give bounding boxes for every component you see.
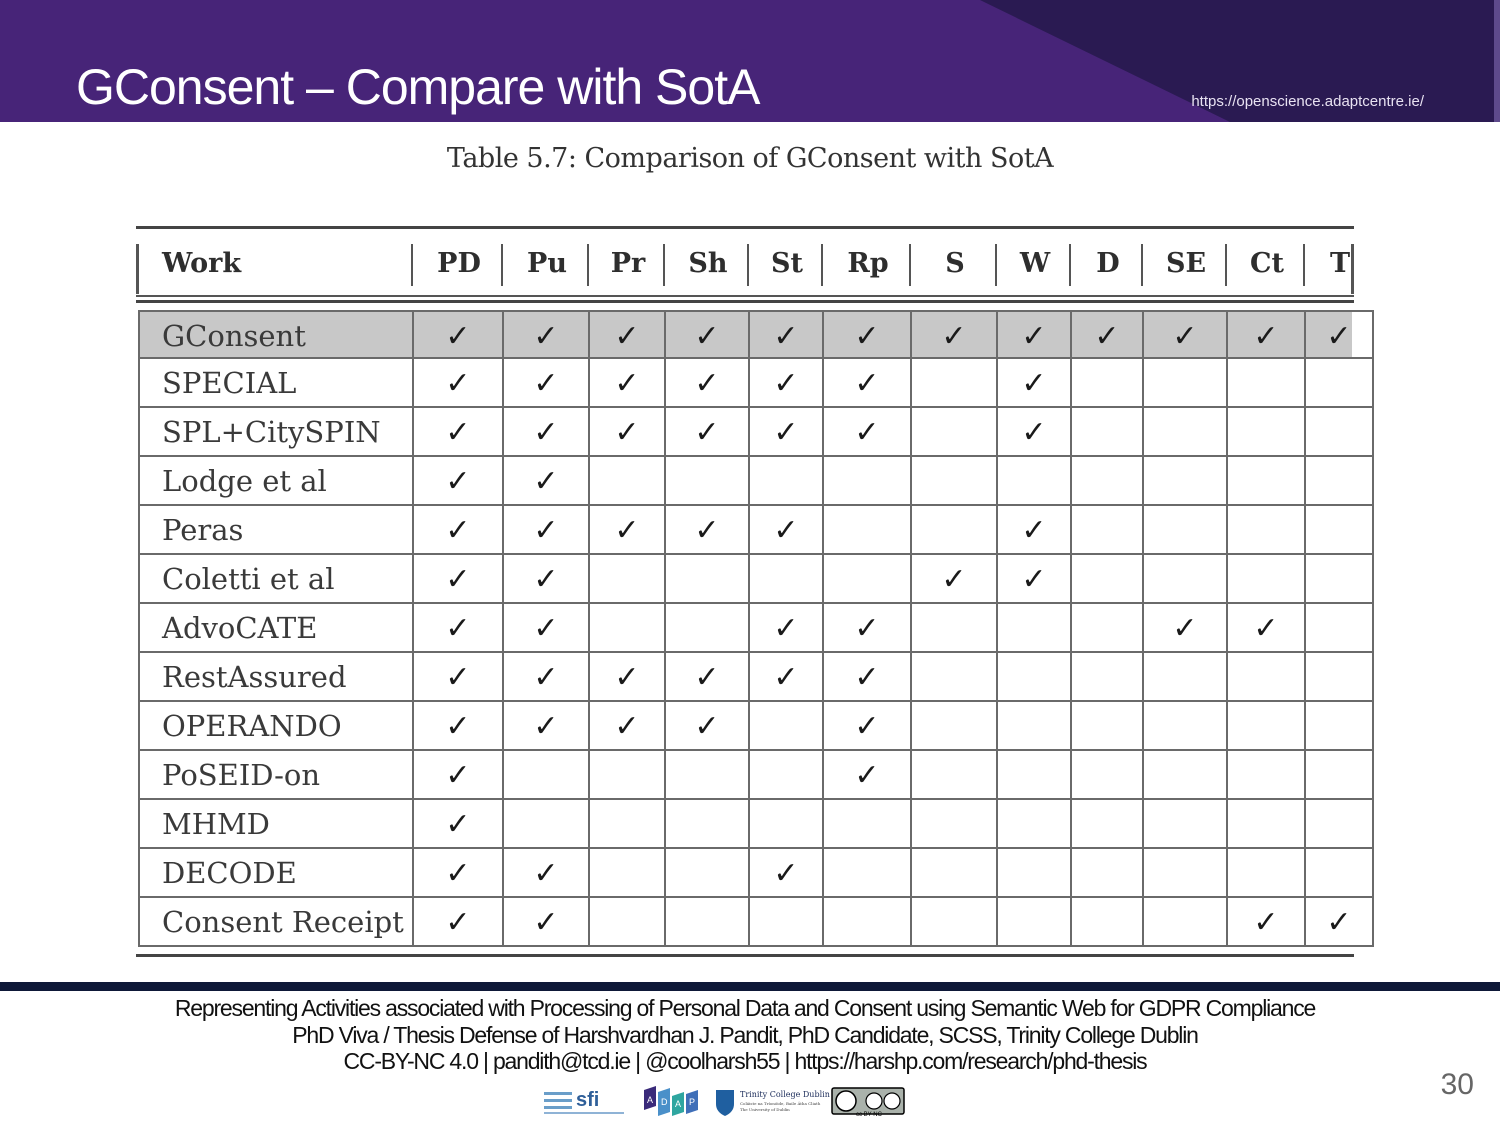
svg-text:A: A: [647, 1095, 654, 1105]
svg-text:Coláiste na Tríonóide, Baile Á: Coláiste na Tríonóide, Baile Átha Cliath: [740, 1101, 821, 1106]
check-mark-cell: ✓: [414, 702, 504, 751]
empty-cell: [1144, 506, 1228, 555]
empty-cell: [1228, 506, 1306, 555]
empty-cell: [1228, 457, 1306, 506]
empty-cell: [590, 751, 666, 800]
empty-cell: [1306, 506, 1374, 555]
check-mark-cell: ✓: [666, 408, 750, 457]
check-mark-cell: ✓: [1228, 604, 1306, 653]
tcd-logo: [716, 1090, 830, 1116]
check-mark-cell: ✓: [414, 457, 504, 506]
work-name-cell: Peras: [138, 506, 414, 555]
column-header-t: T: [1329, 248, 1351, 279]
work-name-cell: Consent Receipt: [138, 898, 414, 947]
svg-text:sfi: sfi: [576, 1089, 600, 1111]
empty-cell: [998, 898, 1072, 947]
check-mark-cell: ✓: [750, 604, 824, 653]
table-caption: Table 5.7: Comparison of GConsent with SotA: [446, 143, 1054, 174]
empty-cell: [1144, 408, 1228, 457]
svg-text:A: A: [675, 1099, 682, 1109]
empty-cell: [1306, 751, 1374, 800]
column-header-separator: [821, 244, 823, 286]
column-header-pu: Pu: [527, 248, 567, 279]
work-name-cell: MHMD: [138, 800, 414, 849]
check-mark-cell: ✓: [504, 555, 590, 604]
check-mark-cell: ✓: [1144, 604, 1228, 653]
sfi-logo: [544, 1089, 624, 1114]
empty-cell: [1228, 849, 1306, 898]
column-header-separator: [411, 244, 413, 286]
table-header-row: [136, 238, 1354, 290]
work-name-cell: OPERANDO: [138, 702, 414, 751]
column-header-se: SE: [1165, 248, 1207, 279]
check-mark-cell: ✓: [998, 359, 1072, 408]
column-header-separator: [1303, 244, 1305, 286]
table-row: [138, 751, 1352, 800]
column-header-separator: [995, 244, 997, 286]
check-mark-cell: ✓: [414, 751, 504, 800]
table-row: [138, 849, 1352, 898]
empty-cell: [912, 653, 998, 702]
empty-cell: [1144, 359, 1228, 408]
empty-cell: [750, 457, 824, 506]
column-header-rp: Rp: [847, 248, 889, 279]
empty-cell: [824, 800, 912, 849]
check-mark-cell: ✓: [912, 555, 998, 604]
page-number: 30: [1440, 1068, 1474, 1101]
empty-cell: [1228, 653, 1306, 702]
check-mark-cell: ✓: [666, 359, 750, 408]
empty-cell: [1306, 555, 1374, 604]
empty-cell: [912, 702, 998, 751]
table-row: [138, 604, 1352, 653]
empty-cell: [998, 653, 1072, 702]
check-mark-cell: ✓: [1306, 898, 1374, 947]
check-mark-cell: ✓: [504, 604, 590, 653]
empty-cell: [590, 800, 666, 849]
table-row: [138, 898, 1352, 947]
check-mark-cell: ✓: [590, 653, 666, 702]
check-mark-cell: ✓: [824, 751, 912, 800]
table-row: [138, 800, 1352, 849]
column-header-work: Work: [162, 248, 242, 279]
empty-cell: [824, 849, 912, 898]
empty-cell: [1228, 800, 1306, 849]
empty-cell: [1306, 457, 1374, 506]
check-mark-cell: ✓: [666, 506, 750, 555]
empty-cell: [750, 555, 824, 604]
check-mark-cell: ✓: [1306, 310, 1374, 359]
check-mark-cell: ✓: [414, 359, 504, 408]
empty-cell: [912, 506, 998, 555]
table-row: [138, 457, 1352, 506]
check-mark-cell: ✓: [504, 898, 590, 947]
check-mark-cell: ✓: [504, 310, 590, 359]
empty-cell: [1228, 751, 1306, 800]
check-mark-cell: ✓: [590, 310, 666, 359]
check-mark-cell: ✓: [750, 408, 824, 457]
empty-cell: [824, 457, 912, 506]
table-row: [138, 555, 1352, 604]
check-mark-cell: ✓: [750, 310, 824, 359]
work-name-cell: PoSEID-on: [138, 751, 414, 800]
column-header-separator: [747, 244, 749, 286]
empty-cell: [504, 751, 590, 800]
check-mark-cell: ✓: [998, 506, 1072, 555]
footer-author: PhD Viva / Thesis Defense of Harshvardhan J. Pandit, PhD Candidate, SCSS, Trinity College Dublin: [292, 1022, 1198, 1048]
empty-cell: [912, 751, 998, 800]
empty-cell: [1072, 702, 1144, 751]
empty-cell: [1306, 359, 1374, 408]
column-header-pd: PD: [437, 248, 481, 279]
check-mark-cell: ✓: [750, 849, 824, 898]
check-mark-cell: ✓: [750, 653, 824, 702]
work-name-cell: RestAssured: [138, 653, 414, 702]
check-mark-cell: ✓: [1228, 310, 1306, 359]
empty-cell: [1072, 359, 1144, 408]
empty-cell: [912, 408, 998, 457]
footer-thesis-title: Representing Activities associated with Processing of Personal Data and Consent using Semantic Web for GDPR Compliance: [174, 995, 1316, 1021]
check-mark-cell: ✓: [912, 310, 998, 359]
empty-cell: [1072, 457, 1144, 506]
empty-cell: [998, 457, 1072, 506]
empty-cell: [998, 702, 1072, 751]
table-row: [138, 506, 1352, 555]
footer-logos: [540, 1082, 910, 1120]
empty-cell: [590, 849, 666, 898]
check-mark-cell: ✓: [824, 604, 912, 653]
slide-header: [0, 0, 1500, 122]
empty-cell: [998, 849, 1072, 898]
empty-cell: [666, 457, 750, 506]
work-name-cell: AdvoCATE: [138, 604, 414, 653]
check-mark-cell: ✓: [414, 849, 504, 898]
column-header-separator: [663, 244, 665, 286]
svg-text:P: P: [689, 1097, 696, 1107]
table-row: [138, 408, 1352, 457]
empty-cell: [1144, 751, 1228, 800]
empty-cell: [912, 800, 998, 849]
empty-cell: [998, 800, 1072, 849]
column-header-pr: Pr: [610, 248, 646, 279]
empty-cell: [1306, 849, 1374, 898]
empty-cell: [912, 359, 998, 408]
column-header-ct: Ct: [1250, 248, 1284, 279]
empty-cell: [750, 898, 824, 947]
table-body: [138, 310, 1352, 952]
column-header-st: St: [771, 248, 803, 279]
footer-bar: [0, 982, 1500, 991]
check-mark-cell: ✓: [504, 702, 590, 751]
check-mark-cell: ✓: [504, 653, 590, 702]
empty-cell: [912, 898, 998, 947]
table-row: [138, 359, 1352, 408]
check-mark-cell: ✓: [1072, 310, 1144, 359]
column-header-separator: [1069, 244, 1071, 286]
empty-cell: [1228, 359, 1306, 408]
empty-cell: [504, 800, 590, 849]
work-name-cell: DECODE: [138, 849, 414, 898]
column-header-s: S: [945, 248, 965, 279]
check-mark-cell: ✓: [590, 702, 666, 751]
empty-cell: [1144, 653, 1228, 702]
svg-text:The University of Dublin: The University of Dublin: [740, 1107, 790, 1112]
check-mark-cell: ✓: [824, 359, 912, 408]
check-mark-cell: ✓: [824, 408, 912, 457]
empty-cell: [912, 604, 998, 653]
check-mark-cell: ✓: [998, 310, 1072, 359]
empty-cell: [824, 506, 912, 555]
empty-cell: [1144, 457, 1228, 506]
empty-cell: [666, 604, 750, 653]
check-mark-cell: ✓: [824, 310, 912, 359]
empty-cell: [1228, 555, 1306, 604]
check-mark-cell: ✓: [1144, 310, 1228, 359]
empty-cell: [590, 604, 666, 653]
empty-cell: [1072, 555, 1144, 604]
table-header-rule: [136, 295, 1354, 297]
empty-cell: [1306, 800, 1374, 849]
svg-text:D: D: [661, 1097, 668, 1107]
column-header-separator: [587, 244, 589, 286]
check-mark-cell: ✓: [414, 604, 504, 653]
empty-cell: [1228, 408, 1306, 457]
check-mark-cell: ✓: [590, 408, 666, 457]
empty-cell: [1306, 702, 1374, 751]
empty-cell: [912, 457, 998, 506]
check-mark-cell: ✓: [666, 702, 750, 751]
empty-cell: [750, 751, 824, 800]
empty-cell: [1072, 506, 1144, 555]
footer-license-contact: CC-BY-NC 4.0 | pandith@tcd.ie | @coolharsh55 | https://harshp.com/research/phd-thesis: [343, 1048, 1147, 1074]
empty-cell: [1072, 751, 1144, 800]
table-row: [138, 702, 1352, 751]
empty-cell: [1072, 408, 1144, 457]
work-name-cell: SPECIAL: [138, 359, 414, 408]
empty-cell: [590, 457, 666, 506]
check-mark-cell: ✓: [590, 506, 666, 555]
empty-cell: [666, 751, 750, 800]
check-mark-cell: ✓: [414, 653, 504, 702]
empty-cell: [824, 898, 912, 947]
column-header-separator: [1141, 244, 1143, 286]
empty-cell: [1144, 898, 1228, 947]
work-name-cell: SPL+CitySPIN: [138, 408, 414, 457]
empty-cell: [1144, 555, 1228, 604]
svg-text:cc BY NC: cc BY NC: [856, 1112, 882, 1118]
empty-cell: [1144, 800, 1228, 849]
check-mark-cell: ✓: [414, 800, 504, 849]
empty-cell: [1072, 800, 1144, 849]
empty-cell: [1144, 849, 1228, 898]
check-mark-cell: ✓: [414, 310, 504, 359]
column-header-separator: [1225, 244, 1227, 286]
check-mark-cell: ✓: [824, 653, 912, 702]
column-header-d: D: [1096, 248, 1120, 279]
check-mark-cell: ✓: [504, 849, 590, 898]
header-url: https://openscience.adaptcentre.ie/: [1191, 93, 1424, 110]
work-name-cell: Lodge et al: [138, 457, 414, 506]
cc-by-nc-badge: [832, 1088, 904, 1118]
check-mark-cell: ✓: [998, 555, 1072, 604]
empty-cell: [666, 800, 750, 849]
empty-cell: [1144, 702, 1228, 751]
empty-cell: [1072, 849, 1144, 898]
check-mark-cell: ✓: [998, 408, 1072, 457]
table-row: [138, 310, 1352, 359]
check-mark-cell: ✓: [504, 506, 590, 555]
empty-cell: [1228, 702, 1306, 751]
check-mark-cell: ✓: [414, 408, 504, 457]
empty-cell: [1072, 653, 1144, 702]
empty-cell: [1306, 408, 1374, 457]
table-bottom-rule: [136, 954, 1354, 957]
empty-cell: [1072, 898, 1144, 947]
table-header-rule-double: [136, 300, 1354, 303]
table-top-rule: [136, 226, 1354, 229]
work-name-cell: Coletti et al: [138, 555, 414, 604]
column-header-sh: Sh: [688, 248, 728, 279]
empty-cell: [1306, 653, 1374, 702]
header-edge-decoration: [1494, 0, 1500, 122]
empty-cell: [912, 849, 998, 898]
check-mark-cell: ✓: [750, 506, 824, 555]
empty-cell: [998, 751, 1072, 800]
empty-cell: [666, 849, 750, 898]
empty-cell: [750, 702, 824, 751]
empty-cell: [750, 800, 824, 849]
svg-text:Trinity College Dublin: Trinity College Dublin: [740, 1090, 830, 1099]
column-header-separator: [909, 244, 911, 286]
check-mark-cell: ✓: [414, 506, 504, 555]
check-mark-cell: ✓: [666, 310, 750, 359]
check-mark-cell: ✓: [504, 408, 590, 457]
check-mark-cell: ✓: [504, 457, 590, 506]
empty-cell: [666, 898, 750, 947]
empty-cell: [666, 555, 750, 604]
empty-cell: [824, 555, 912, 604]
table-row: [138, 653, 1352, 702]
work-name-cell: GConsent: [138, 310, 414, 359]
check-mark-cell: ✓: [666, 653, 750, 702]
empty-cell: [590, 898, 666, 947]
empty-cell: [998, 604, 1072, 653]
slide-title: GConsent – Compare with SotA: [76, 59, 760, 115]
column-header-w: W: [1019, 248, 1051, 279]
check-mark-cell: ✓: [504, 359, 590, 408]
comparison-table: [136, 226, 1354, 958]
empty-cell: [590, 555, 666, 604]
check-mark-cell: ✓: [590, 359, 666, 408]
empty-cell: [1072, 604, 1144, 653]
adapt-logo: [644, 1086, 698, 1116]
check-mark-cell: ✓: [414, 898, 504, 947]
empty-cell: [1306, 604, 1374, 653]
column-header-separator: [501, 244, 503, 286]
check-mark-cell: ✓: [750, 359, 824, 408]
check-mark-cell: ✓: [414, 555, 504, 604]
check-mark-cell: ✓: [1228, 898, 1306, 947]
check-mark-cell: ✓: [824, 702, 912, 751]
